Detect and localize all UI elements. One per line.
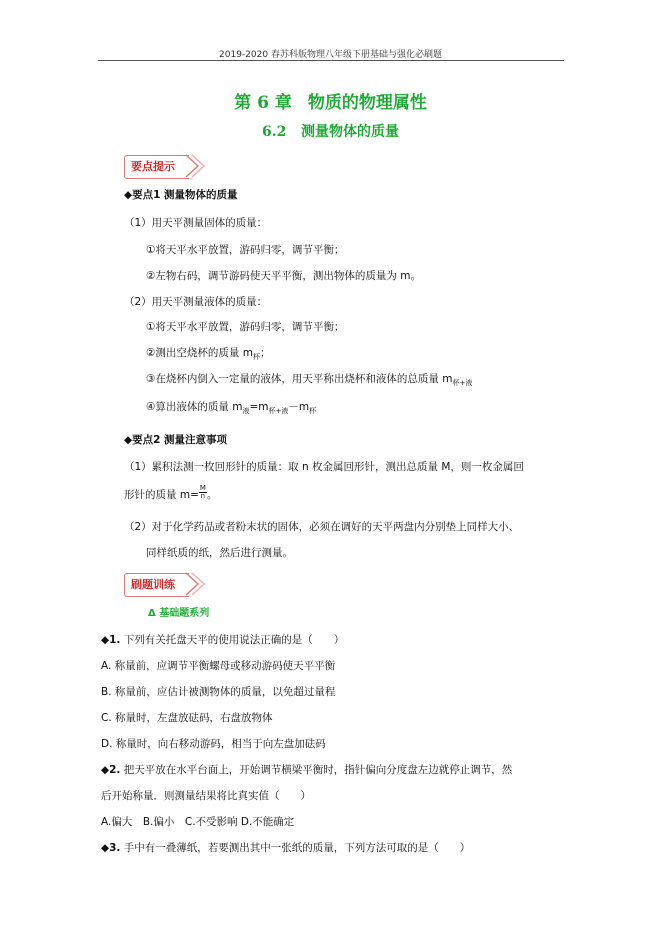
point2-item1-line2: 形针的质量 m= $\frac{M}{n}$ 。 — [124, 483, 218, 501]
point1-item2: （2）用天平测量液体的质量： — [124, 296, 268, 308]
point1-step: ①将天平水平放置，游码归零，调节平衡； — [146, 321, 345, 333]
tag-arrow-icon — [184, 154, 206, 178]
fraction-numerator: M — [199, 483, 206, 492]
chapter-number: 第 6 章 — [234, 93, 292, 113]
point2-item2-line2: 同样纸质的纸，然后进行测量。 — [146, 547, 293, 559]
fraction-denominator: n — [200, 491, 206, 500]
q1-option-d: D. 称量时，向右移动游码，相当于向左盘加砝码 — [101, 738, 326, 750]
section-name: 测量物体的质量 — [300, 124, 399, 140]
point1-step: ④算出液体的质量 $m_液=m_{杯+液}-m_杯$ — [146, 401, 317, 416]
tag-arrow-icon — [184, 572, 206, 596]
question-1: ◆1. 下列有关托盘天平的使用说法正确的是（ ） — [101, 634, 345, 646]
point1-step: ③在烧杯内倒入一定量的液体，用天平称出烧杯和液体的总质量 $m_{杯+液}$ — [146, 373, 473, 388]
q1-option-b: B. 称量前，应估计被测物体的质量，以免超过量程 — [101, 686, 336, 698]
page-header: 2019-2020 春苏科版物理八年级下册基础与强化必刷题 — [219, 50, 442, 60]
point2-item2-line1: （2）对于化学药品或者粉末状的固体，必须在调好的天平两盘内分别垫上同样大小、 — [124, 521, 520, 533]
q1-option-c: C. 称量时，左盘放砝码，右盘放物体 — [101, 712, 273, 724]
section-title — [0, 121, 661, 141]
point1-step: ②测出空烧杯的质量 $m_杯$； — [146, 347, 271, 362]
point2-item1-line1: （1）累积法测一枚回形针的质量：取 n 枚金属回形针，测出总质量 M，则一枚金属回 — [124, 461, 524, 473]
section-number: 6.2 — [262, 124, 287, 140]
point1-step: ②左物右码，调节游码使天平平衡，测出物体的质量为 m。 — [146, 270, 421, 282]
header-rule — [98, 60, 564, 61]
q2-options: A.偏大 B.偏小 C.不受影响 D.不能确定 — [101, 816, 295, 828]
point1-title: ◆要点1 测量物体的质量 — [124, 189, 238, 201]
point1-item1: （1）用天平测量固体的质量： — [124, 217, 268, 229]
chapter-title — [0, 88, 661, 113]
point1-step: ①将天平水平放置，游码归零，调节平衡； — [146, 244, 345, 256]
key-points-tag — [124, 155, 204, 177]
practice-tag-label: 刷题训练 — [124, 573, 189, 597]
point2-title: ◆要点2 测量注意事项 — [124, 434, 228, 446]
question-2-line2: 后开始称量．则测量结果将比真实值（ ） — [101, 790, 311, 802]
practice-tag — [124, 573, 204, 595]
q1-option-a: A. 称量前，应调节平衡螺母或移动游码使天平平衡 — [101, 660, 336, 672]
group-label: Δ 基础题系列 — [148, 608, 210, 619]
chapter-name: 物质的物理属性 — [307, 93, 427, 113]
question-3: ◆3. 手中有一叠薄纸，若要测出其中一张纸的质量，下列方法可取的是（ ） — [101, 842, 471, 854]
question-2: ◆2. 把天平放在水平台面上，开始调节横梁平衡时，指针偏向分度盘左边就停止调节，然 — [101, 764, 513, 776]
key-points-tag-label: 要点提示 — [124, 155, 189, 179]
